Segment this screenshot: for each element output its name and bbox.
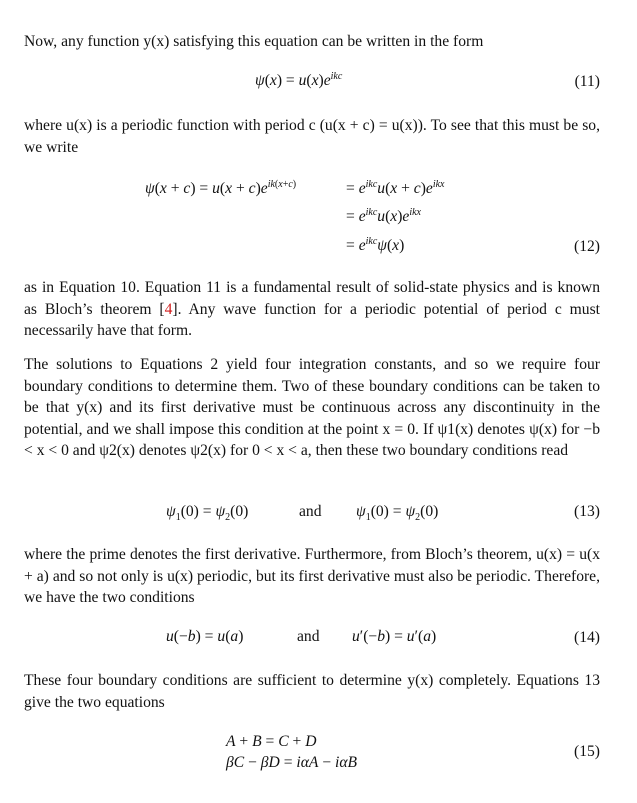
equation-12-line-1-lhs: $\psi(x + c) = u(x + c)e^{ik(x+c)}$	[145, 179, 297, 198]
equation-11: $\psi(x) = u(x)e^{ikc}$	[255, 71, 343, 90]
equation-14-number: (14)	[574, 629, 600, 646]
paragraph-5: where the prime denotes the first derivative. Furthermore, from Bloch’s theorem, u(x) = u(x + a) and so not only is u(x) periodic, but its first derivative must also be periodic. Therefore, we have the two conditions	[24, 546, 600, 606]
equation-14-left: u(−b) = u(a)	[166, 628, 244, 645]
paragraph-2: where u(x) is a periodic function with period c (u(x + c) = u(x)). To see that this must be so, we write	[24, 117, 600, 156]
equation-12-line-3-rhs: = $e^{ikc}\psi(x)$	[346, 236, 405, 255]
equation-12-line-2-rhs: = $e^{ikc}u(x)e^{ikx}$	[346, 207, 421, 226]
equation-13-right: $\psi_1(0) = \psi_2(0)$	[356, 503, 439, 524]
equation-15-number: (15)	[574, 743, 600, 760]
equation-11-number: (11)	[574, 73, 600, 90]
equation-15-line-1: A + B = C + D	[226, 733, 317, 750]
intro-paragraph: Now, any function y(x) satisfying this equation can be written in the form	[24, 33, 484, 50]
paragraph-3: as in Equation 10. Equation 11 is a fundamental result of solid-state physics and is known as Bloch’s theorem [4]. Any wave function for a periodic potential of period c must necessarily have that form.	[24, 279, 601, 339]
paragraph-6: These four boundary conditions are sufficient to determine y(x) completely. Equations 13 give the two equations	[24, 672, 600, 711]
equation-14-right: u′(−b) = u′(a)	[352, 628, 437, 645]
equation-13-and: and	[299, 503, 322, 520]
equation-12-line-1-rhs: = $e^{ikc}u(x + c)e^{ikx}$	[346, 179, 445, 198]
equation-14-and: and	[297, 628, 320, 645]
citation-link[interactable]: 4	[164, 300, 173, 318]
equation-15-line-2: βC − βD = iαA − iαB	[226, 754, 358, 771]
equation-13-left: $\psi_1(0) = \psi_2(0)$	[166, 503, 249, 524]
paragraph-4: The solutions to Equations 2 yield four integration constants, and so we require four boundary conditions to determine them. Two of these boundary conditions can be taken to be that y(x) and its first derivative must be continuous across any discontinuity in the potential, and we shall impose this condition at the point x = 0. If ψ1(x) denotes ψ(x) for −b < x < 0 and ψ2(x) denotes ψ2(x) for 0 < x < a, then these two boundary conditions read	[24, 356, 600, 459]
equation-13-number: (13)	[574, 503, 600, 520]
equation-12-number: (12)	[574, 238, 600, 255]
